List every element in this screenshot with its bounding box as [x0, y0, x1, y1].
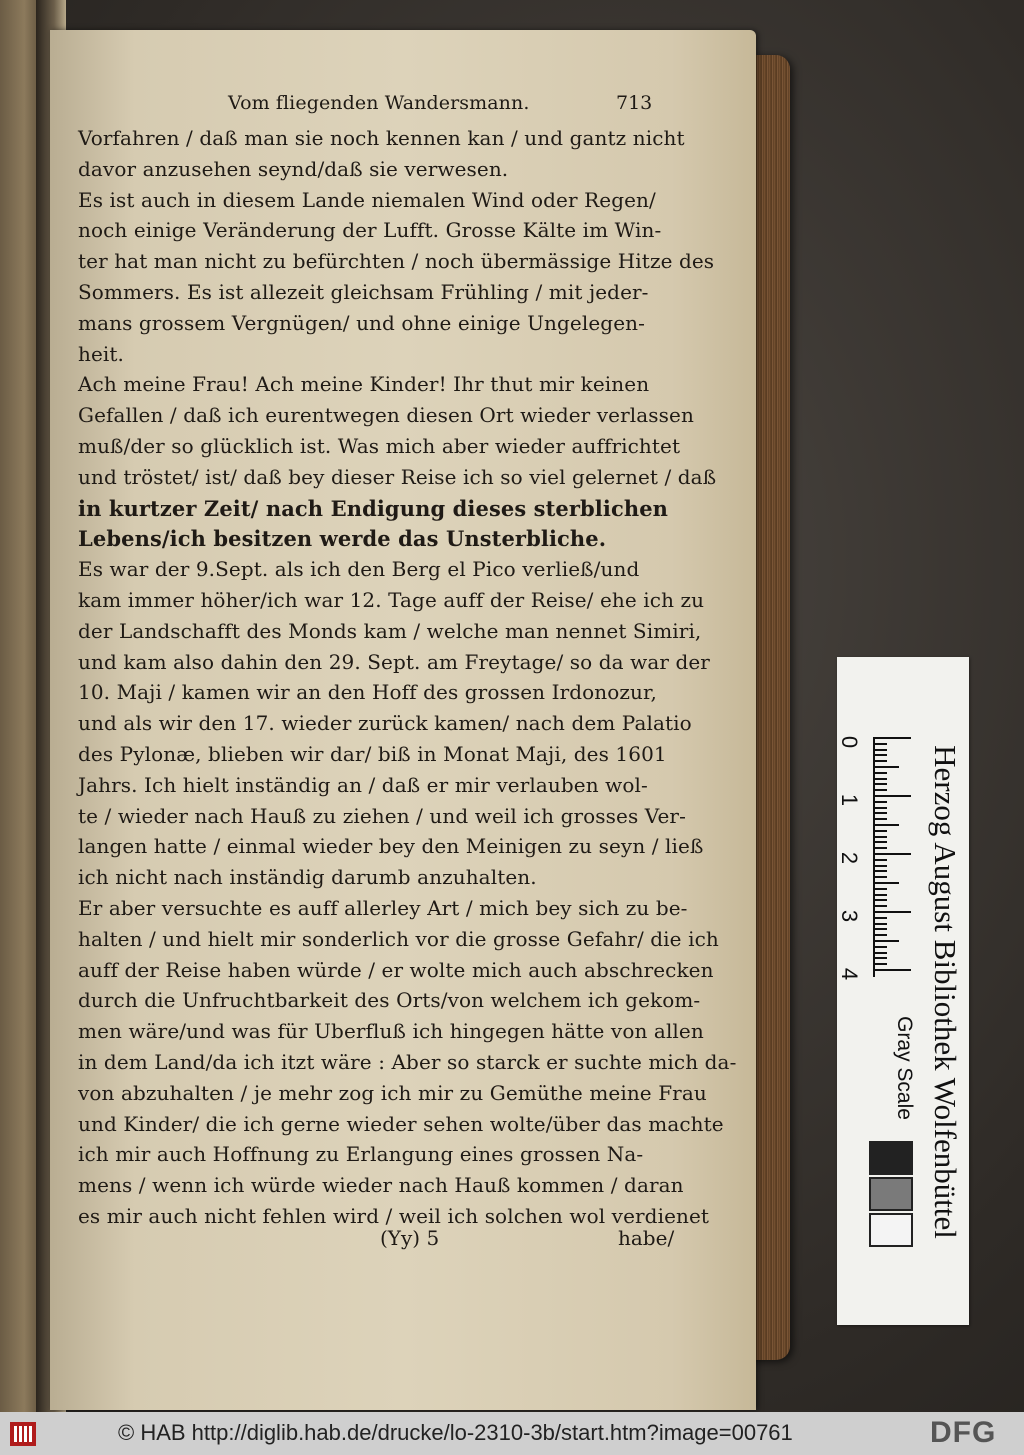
- text-line: von abzuhalten / je mehr zog ich mir zu Gemüthe meine Frau: [78, 1080, 707, 1105]
- ruler-tick: [873, 812, 887, 814]
- ruler-tick: [873, 928, 887, 930]
- text-line: Jahrs. Ich hielt inständig an / daß er mir verlauben wol-: [78, 772, 648, 797]
- book-page: [50, 30, 756, 1410]
- ruler-tick: [873, 894, 887, 896]
- ruler-tick: [873, 969, 911, 971]
- text-line: ter hat man nicht zu befürchten / noch übermässige Hitze des: [78, 249, 715, 274]
- ruler-number: 3: [837, 909, 863, 923]
- ruler-tick: [873, 940, 899, 942]
- ruler-tick: [873, 789, 887, 791]
- ruler-institution: Herzog August Bibliothek Wolfenbüttel: [928, 745, 963, 1239]
- text-line: Gefallen / daß ich eurentwegen diesen Ort wieder verlassen: [78, 403, 694, 428]
- text-line: und Kinder/ die ich gerne wieder sehen wolte/über das machte: [78, 1111, 724, 1136]
- text-line: auff der Reise haben würde / er wolte mich auch abschrecken: [78, 957, 714, 982]
- text-line: Sommers. Es ist allezeit gleichsam Frühling / mit jeder-: [78, 280, 649, 304]
- ruler-tick: [873, 743, 887, 745]
- ruler-tick: [873, 783, 887, 785]
- text-line: noch einige Veränderung der Lufft. Grosse Kälte im Win-: [78, 218, 662, 243]
- text-line: 10. Maji / kamen wir an den Hoff des grossen Irdonozur,: [78, 680, 657, 705]
- text-line: und kam also dahin den 29. Sept. am Freytage/ so da war der: [78, 649, 710, 674]
- ruler-tick: [873, 847, 887, 849]
- gray-scale-label: Gray Scale: [893, 1016, 916, 1120]
- text-line: ich nicht nach inständig darumb anzuhalten.: [78, 865, 537, 890]
- ruler-tick: [873, 818, 887, 820]
- ruler-tick: [873, 957, 887, 959]
- text-line: ich mir auch Hoffnung zu Erlangung eines grossen Na-: [78, 1142, 644, 1167]
- text-line: mens / wenn ich würde wieder nach Hauß kommen / daran: [78, 1173, 684, 1198]
- ruler-tick: [873, 772, 887, 774]
- ruler-tick: [873, 899, 887, 901]
- catchword: habe/: [618, 1226, 675, 1250]
- text-line: Ach meine Frau! Ach meine Kinder! Ihr thut mir keinen: [78, 372, 650, 397]
- ruler-number: 1: [837, 793, 863, 807]
- ruler-tick: [873, 888, 887, 890]
- dfg-logo: DFG: [930, 1416, 997, 1449]
- text-line: men wäre/und was für Uberfluß ich hingegen hätte von allen: [78, 1019, 704, 1044]
- text-line: Er aber versuchte es auff allerley Art / mich bey sich zu be-: [78, 896, 688, 920]
- text-line: in dem Land/da ich itzt wäre : Aber so starck er suchte mich da-: [78, 1050, 737, 1074]
- gray-swatch-white: [869, 1213, 913, 1247]
- ruler-tick: [873, 859, 887, 861]
- text-line: Es war der 9.Sept. als ich den Berg el Pico verließ/und: [78, 557, 640, 582]
- ruler-tick: [873, 807, 887, 809]
- text-line: Es ist auch in diesem Lande niemalen Wind oder Regen/: [78, 187, 656, 212]
- ruler-tick: [873, 865, 887, 867]
- text-line: in kurtzer Zeit/ nach Endigung dieses sterblichen: [78, 495, 669, 521]
- gray-swatch-black: [869, 1141, 913, 1175]
- text-line: Vorfahren / daß man sie noch kennen kan / und gantz nicht: [78, 126, 685, 150]
- ruler-tick: [873, 824, 899, 826]
- text-line: kam immer höher/ich war 12. Tage auff der Reise/ ehe ich zu: [78, 588, 705, 612]
- copyright-url[interactable]: © HAB http://diglib.hab.de/drucke/lo-2310-3b/start.htm?image=00761: [118, 1420, 793, 1445]
- text-line: der Landschafft des Monds kam / welche man nennet Simiri,: [78, 618, 702, 643]
- ruler-tick: [873, 934, 887, 936]
- text-line: Lebens/ich besitzen werde das Unsterbliche.: [78, 526, 607, 552]
- ruler-tick: [873, 952, 887, 954]
- ruler-tick: [873, 963, 887, 965]
- text-line: des Pylonæ, blieben wir dar/ biß in Monat Maji, des 1601: [78, 742, 667, 766]
- text-line: te / wieder nach Hauß zu ziehen / und weil ich grosses Ver-: [78, 803, 686, 828]
- ruler-tick: [873, 749, 887, 751]
- ruler-number: 2: [837, 851, 863, 865]
- text-line: muß/der so glücklich ist. Was mich aber wieder auffrichtet: [78, 434, 681, 458]
- ruler-tick: [873, 766, 899, 768]
- ruler-tick: [873, 923, 887, 925]
- ruler-tick: [873, 760, 887, 762]
- page-number: 713: [616, 92, 653, 114]
- ruler-tick: [873, 778, 887, 780]
- ruler-tick: [873, 946, 887, 948]
- text-line: langen hatte / einmal wieder bey den Meinigen zu seyn / ließ: [78, 834, 704, 859]
- ruler-tick: [873, 830, 887, 832]
- ruler-tick: [873, 801, 887, 803]
- ruler-tick: [873, 905, 887, 907]
- ruler-tick: [873, 917, 887, 919]
- ruler-number: 0: [837, 735, 863, 749]
- ruler-tick: [873, 795, 911, 797]
- footer-bar: [0, 1412, 1024, 1455]
- text-line: mans grossem Vergnügen/ und ohne einige Ungelegen-: [78, 310, 645, 335]
- text-line: halten / und hielt mir sonderlich vor die grosse Gefahr/ die ich: [78, 926, 719, 951]
- text-line: und tröstet/ ist/ daß bey dieser Reise ich so viel gelernet / daß: [78, 464, 717, 489]
- ruler-tick: [873, 911, 911, 913]
- ruler-tick: [873, 853, 911, 855]
- text-line: davor anzusehen seynd/daß sie verwesen.: [78, 156, 509, 181]
- ruler-tick: [873, 754, 887, 756]
- text-line: durch die Unfruchtbarkeit des Orts/von welchem ich gekom-: [78, 988, 701, 1013]
- gray-swatch-mid: [869, 1177, 913, 1211]
- ruler-tick: [873, 882, 899, 884]
- hab-logo-icon: [8, 1420, 98, 1448]
- ruler-number: 4: [837, 967, 863, 981]
- printer-signature: (Yy) 5: [380, 1226, 440, 1250]
- running-head: Vom fliegenden Wandersmann.: [228, 92, 530, 114]
- ruler-tick: [873, 876, 887, 878]
- text-line: und als wir den 17. wieder zurück kamen/ nach dem Palatio: [78, 711, 692, 736]
- scale-ruler: [837, 657, 969, 1325]
- text-line: heit.: [78, 341, 125, 366]
- ruler-tick: [873, 836, 887, 838]
- text-line: es mir auch nicht fehlen wird / weil ich solchen wol verdienet: [78, 1204, 710, 1228]
- ruler-tick: [873, 737, 911, 739]
- ruler-tick: [873, 841, 887, 843]
- ruler-tick: [873, 870, 887, 872]
